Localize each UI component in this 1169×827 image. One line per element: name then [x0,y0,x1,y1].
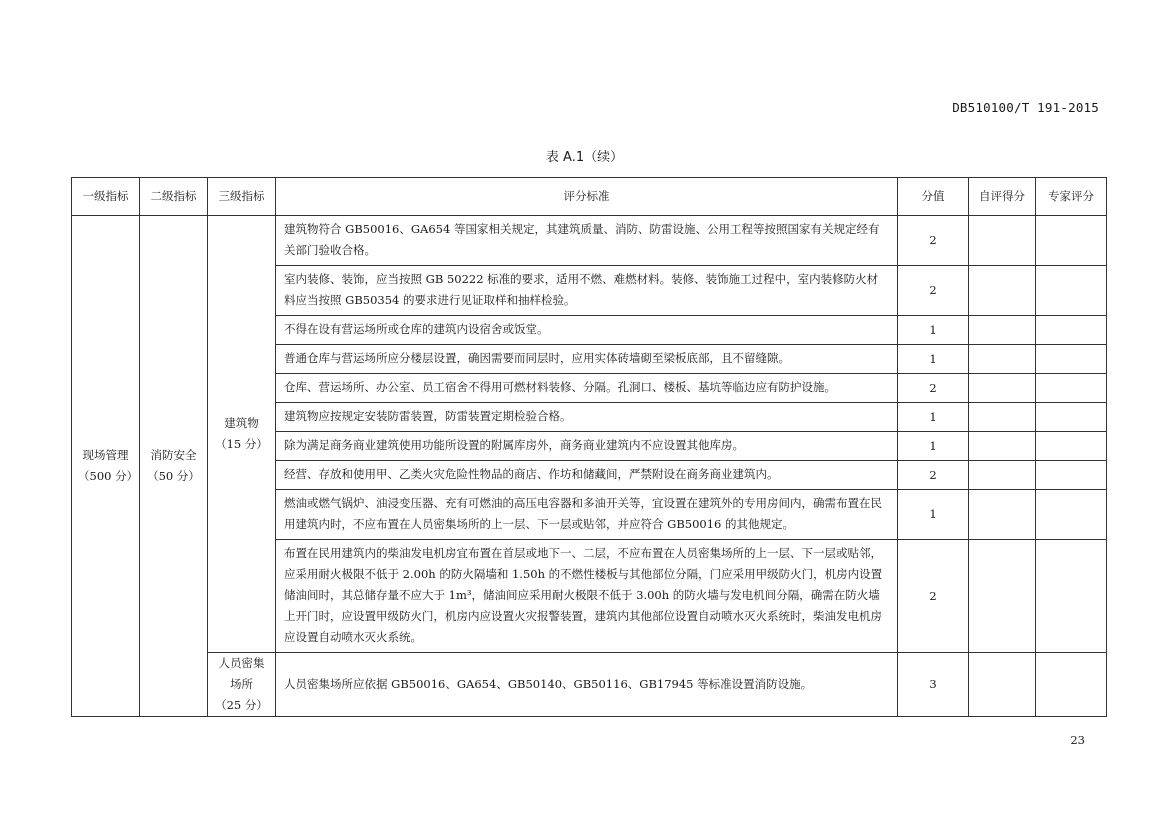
expert-score-cell[interactable] [1036,266,1107,316]
score-value: 1 [898,316,969,345]
expert-score-cell[interactable] [1036,345,1107,374]
self-score-cell[interactable] [969,432,1036,461]
scoring-table [71,177,1107,717]
level3-building-cell [208,216,276,653]
table-header-row [72,178,1107,216]
expert-score-cell[interactable] [1036,316,1107,345]
column-header-self-score: 自评得分 [969,178,1036,216]
self-score-cell[interactable] [969,490,1036,540]
column-header-level1: 一级指标 [72,178,140,216]
criterion-text: 建筑物符合 GB50016、GA654 等国家相关规定，其建筑质量、消防、防雷设施、公用工程等按照国家有关规定经有关部门验收合格。 [276,216,898,266]
level2-cell [140,216,208,717]
level1-name: 现场管理 [82,448,129,462]
level1-score: （500 分） [78,469,139,483]
score-value: 1 [898,403,969,432]
criterion-text: 建筑物应按规定安装防雷装置，防雷装置定期检验合格。 [276,403,898,432]
level2-score: （50 分） [147,469,200,483]
column-header-criteria: 评分标准 [276,178,898,216]
page-number: 23 [1070,733,1085,747]
criterion-text: 人员密集场所应依据 GB50016、GA654、GB50140、GB50116、GB17945 等标准设置消防设施。 [276,653,898,717]
expert-score-cell[interactable] [1036,374,1107,403]
self-score-cell[interactable] [969,653,1036,717]
level3-crowd-score: （25 分） [215,698,268,712]
self-score-cell[interactable] [969,374,1036,403]
level3-crowd-name: 人员密集场所 [218,656,265,691]
self-score-cell[interactable] [969,266,1036,316]
score-value: 1 [898,432,969,461]
self-score-cell[interactable] [969,540,1036,653]
self-score-cell[interactable] [969,461,1036,490]
score-value: 2 [898,266,969,316]
score-value: 2 [898,374,969,403]
self-score-cell[interactable] [969,403,1036,432]
score-value: 2 [898,461,969,490]
criterion-text: 经营、存放和使用甲、乙类火灾危险性物品的商店、作坊和储藏间，严禁附设在商务商业建筑内。 [276,461,898,490]
column-header-score: 分值 [898,178,969,216]
column-header-level3: 三级指标 [208,178,276,216]
table-title: 表 A.1（续） [545,150,624,165]
expert-score-cell[interactable] [1036,653,1107,717]
self-score-cell[interactable] [969,216,1036,266]
criterion-text: 布置在民用建筑内的柴油发电机房宜布置在首层或地下一、二层，不应布置在人员密集场所的上一层、下一层或贴邻，应采用耐火极限不低于 2.00h 的防火隔墙和 1.50h 的不燃性楼板与其他部位分隔，门应采用甲级防火门，机房内设置储油间时，其总储存量不应大于 1m³，储油间应采用耐火极限不低于 3.00h 的防火墙与发电机间分隔，确需在防火墙上开门时，应设置甲级防火门，机房内应设置火灾报警装置，建筑内其他部位设置自动喷水灭火系统时，柴油发电机房应设置自动喷水灭火系统。 [276,540,898,653]
expert-score-cell[interactable] [1036,432,1107,461]
score-value: 2 [898,216,969,266]
expert-score-cell[interactable] [1036,461,1107,490]
criterion-text: 仓库、营运场所、办公室、员工宿舍不得用可燃材料装修、分隔。孔洞口、楼板、基坑等临边应有防护设施。 [276,374,898,403]
score-value: 1 [898,345,969,374]
table-row [72,216,1107,266]
criterion-text: 室内装修、装饰，应当按照 GB 50222 标准的要求，适用不燃、难燃材料。装修、装饰施工过程中，室内装修防火材料应当按照 GB50354 的要求进行见证取样和抽样检验。 [276,266,898,316]
level1-cell [72,216,140,717]
expert-score-cell[interactable] [1036,490,1107,540]
table-row [72,653,1107,717]
score-value: 3 [898,653,969,717]
level3-crowd-cell [208,653,276,717]
expert-score-cell[interactable] [1036,540,1107,653]
score-value: 2 [898,540,969,653]
criterion-text: 除为满足商务商业建筑使用功能所设置的附属库房外，商务商业建筑内不应设置其他库房。 [276,432,898,461]
column-header-level2: 二级指标 [140,178,208,216]
level2-name: 消防安全 [150,448,197,462]
level3-building-name: 建筑物 [224,416,259,430]
expert-score-cell[interactable] [1036,216,1107,266]
expert-score-cell[interactable] [1036,403,1107,432]
criterion-text: 不得在设有营运场所或仓库的建筑内设宿舍或饭堂。 [276,316,898,345]
score-value: 1 [898,490,969,540]
column-header-expert-score: 专家评分 [1036,178,1107,216]
criterion-text: 普通仓库与营运场所应分楼层设置，确因需要而同层时，应用实体砖墙砌至梁板底部，且不留缝隙。 [276,345,898,374]
level3-building-score: （15 分） [215,437,268,451]
self-score-cell[interactable] [969,345,1036,374]
criterion-text: 燃油或燃气锅炉、油浸变压器、充有可燃油的高压电容器和多油开关等，宜设置在建筑外的专用房间内，确需布置在民用建筑内时，不应布置在人员密集场所的上一层、下一层或贴邻，并应符合 GB50016 的其他规定。 [276,490,898,540]
self-score-cell[interactable] [969,316,1036,345]
document-code: DB510100/T 191-2015 [952,100,1099,115]
